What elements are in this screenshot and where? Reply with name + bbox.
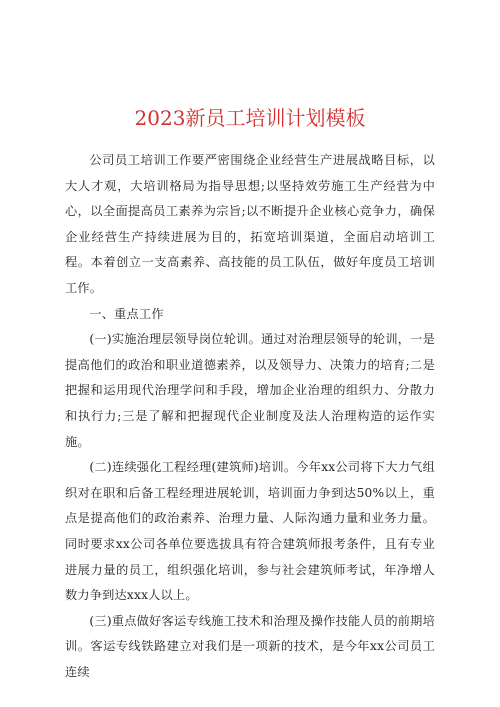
document-body	[65, 148, 435, 685]
paragraph-item-3: (三)重点做好客运专线施工技术和治理及操作技能人员的前期培训。客运专线铁路建立对我们是一项新的技术，是今年xx公司员工连续	[65, 613, 435, 679]
paragraph-item-2: (二)连续强化工程经理(建筑师)培训。今年xx公司将下大力气组织对在职和后备工程经理进展轮训，培训面力争到达50%以上，重点是提高他们的政治素养、治理力量、人际沟通力量和业务力量。同时要求xx公司各单位要选拔具有符合建筑师报考条件，且有专业进展力量的员工，组织强化培训，参与社会建筑师考试，年净增人数力争到达xxx人以上。	[65, 460, 435, 603]
section-heading-key-work: 一、重点工作	[89, 306, 164, 321]
document-title: 2023新员工培训计划模板	[134, 106, 366, 130]
paragraph-intro: 公司员工培训工作要严密围绕企业经营生产进展战略目标，以大人才观，大培训格局为指导思想;以坚持效劳施工生产经营为中心，以全面提高员工素养为宗旨;以不断提升企业核心竞争力，确保企业经营生产持续进展为目的，拓宽培训渠道，全面启动培训工程。本着创立一支高素养、高技能的员工队伍，做好年度员工培训工作。	[65, 153, 435, 295]
paragraph-item-1: (一)实施治理层领导岗位轮训。通过对治理层领导的轮训，一是提高他们的政治和职业道德素养，以及领导力、决策力的培育;二是把握和运用现代治理学问和手段，增加企业治理的组织力、分散力和执行力;三是了解和把握现代企业制度及法人治理构造的运作实施。	[65, 332, 435, 449]
